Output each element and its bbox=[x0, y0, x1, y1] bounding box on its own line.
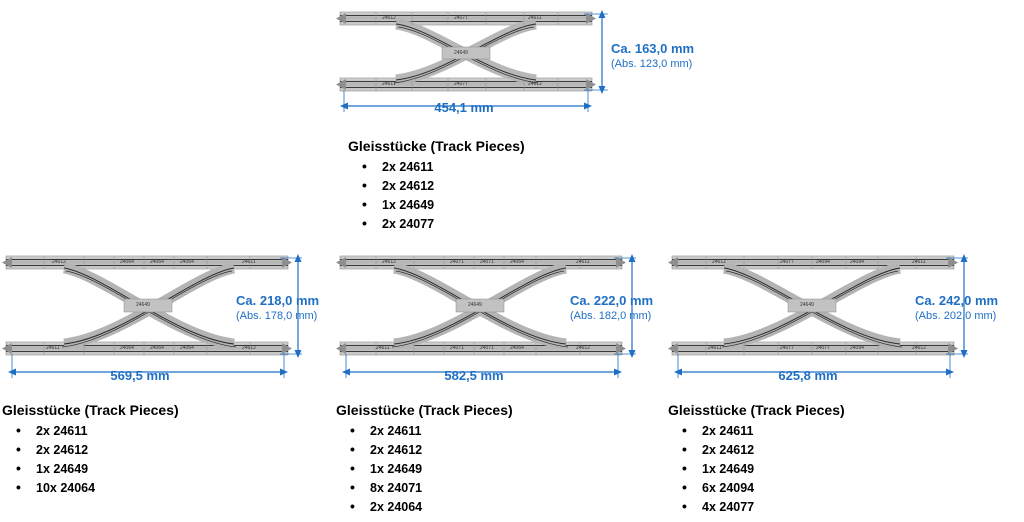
piece-number: 24077 bbox=[780, 259, 794, 265]
piece-number-center: 24649 bbox=[136, 302, 150, 308]
piece-number: 24612 bbox=[242, 345, 256, 351]
piece-number: 24611 bbox=[708, 345, 722, 351]
piece-number: 24064 bbox=[510, 345, 524, 351]
piece-number: 24612 bbox=[912, 345, 926, 351]
piece-number: 24094 bbox=[850, 259, 864, 265]
piece-number: 24612 bbox=[528, 81, 542, 87]
list-item: • 2x 24611 bbox=[668, 422, 845, 441]
piece-number: 24064 bbox=[120, 345, 134, 351]
list-item: • 1x 24649 bbox=[668, 460, 845, 479]
piece-number: 24077 bbox=[454, 15, 468, 21]
piece-number: 24071 bbox=[450, 259, 464, 265]
piece-number: 24611 bbox=[528, 15, 542, 21]
piece-number: 24611 bbox=[242, 259, 256, 265]
height-sublabel-middle: (Abs. 182,0 mm) bbox=[570, 310, 652, 322]
height-sublabel-top: (Abs. 123,0 mm) bbox=[611, 58, 693, 70]
list-item: • 8x 24071 bbox=[336, 479, 513, 498]
piece-number: 24094 bbox=[850, 345, 864, 351]
list-item: • 1x 24649 bbox=[336, 460, 513, 479]
piece-number: 24612 bbox=[382, 259, 396, 265]
list-item: • 4x 24077 bbox=[668, 498, 845, 517]
piece-number-center: 24649 bbox=[468, 302, 482, 308]
list-item: • 2x 24612 bbox=[336, 441, 513, 460]
piece-number: 24094 bbox=[816, 259, 830, 265]
list-item: • 2x 24077 bbox=[348, 215, 525, 234]
piece-number: 24071 bbox=[480, 259, 494, 265]
piece-number: 24064 bbox=[180, 259, 194, 265]
piece-list bbox=[348, 158, 525, 234]
list-item: • 1x 24649 bbox=[2, 460, 179, 479]
list-item: • 2x 24611 bbox=[2, 422, 179, 441]
height-sublabel-left: (Abs. 178,0 mm) bbox=[236, 310, 318, 322]
width-label-top: 454,1 mm bbox=[434, 100, 494, 115]
piece-number: 24077 bbox=[780, 345, 794, 351]
height-label-middle: Ca. 222,0 mm bbox=[570, 293, 654, 308]
piece-number: 24611 bbox=[576, 259, 590, 265]
piece-number: 24077 bbox=[816, 345, 830, 351]
piece-list bbox=[336, 422, 513, 517]
piece-number-center: 24649 bbox=[454, 50, 468, 56]
piece-number: 24612 bbox=[576, 345, 590, 351]
legend-middle bbox=[336, 402, 513, 517]
list-item: • 2x 24612 bbox=[668, 441, 845, 460]
legend-title: Gleisstücke (Track Pieces) bbox=[348, 138, 525, 154]
piece-list bbox=[2, 422, 179, 498]
legend-title: Gleisstücke (Track Pieces) bbox=[2, 402, 179, 418]
legend-left bbox=[2, 402, 179, 498]
list-item: • 2x 24611 bbox=[336, 422, 513, 441]
width-label-left: 569,5 mm bbox=[110, 368, 170, 383]
list-item: • 10x 24064 bbox=[2, 479, 179, 498]
piece-number: 24071 bbox=[480, 345, 494, 351]
legend-title: Gleisstücke (Track Pieces) bbox=[336, 402, 513, 418]
piece-number: 24064 bbox=[180, 345, 194, 351]
width-label-right: 625,8 mm bbox=[778, 368, 838, 383]
piece-number: 24612 bbox=[52, 259, 66, 265]
piece-number: 24612 bbox=[712, 259, 726, 265]
piece-number: 24611 bbox=[912, 259, 926, 265]
piece-number: 24064 bbox=[120, 259, 134, 265]
list-item: • 6x 24094 bbox=[668, 479, 845, 498]
height-label-left: Ca. 218,0 mm bbox=[236, 293, 320, 308]
width-label-middle: 582,5 mm bbox=[444, 368, 504, 383]
height-label-top: Ca. 163,0 mm bbox=[611, 41, 695, 56]
piece-number: 24064 bbox=[150, 345, 164, 351]
list-item: • 2x 24612 bbox=[348, 177, 525, 196]
legend-title: Gleisstücke (Track Pieces) bbox=[668, 402, 845, 418]
piece-number: 24077 bbox=[454, 81, 468, 87]
legend-right bbox=[668, 402, 845, 517]
legend-top bbox=[348, 138, 525, 234]
height-label-right: Ca. 242,0 mm bbox=[915, 293, 999, 308]
piece-number: 24611 bbox=[382, 81, 396, 87]
piece-number: 24612 bbox=[382, 15, 396, 21]
piece-list bbox=[668, 422, 845, 517]
list-item: • 1x 24649 bbox=[348, 196, 525, 215]
piece-number: 24071 bbox=[450, 345, 464, 351]
height-sublabel-right: (Abs. 202,0 mm) bbox=[915, 310, 997, 322]
list-item: • 2x 24612 bbox=[2, 441, 179, 460]
piece-number: 24064 bbox=[150, 259, 164, 265]
list-item: • 2x 24064 bbox=[336, 498, 513, 517]
piece-number: 24064 bbox=[510, 259, 524, 265]
list-item: • 2x 24611 bbox=[348, 158, 525, 177]
piece-number: 24611 bbox=[376, 345, 390, 351]
piece-number-center: 24649 bbox=[800, 302, 814, 308]
piece-number: 24611 bbox=[46, 345, 60, 351]
